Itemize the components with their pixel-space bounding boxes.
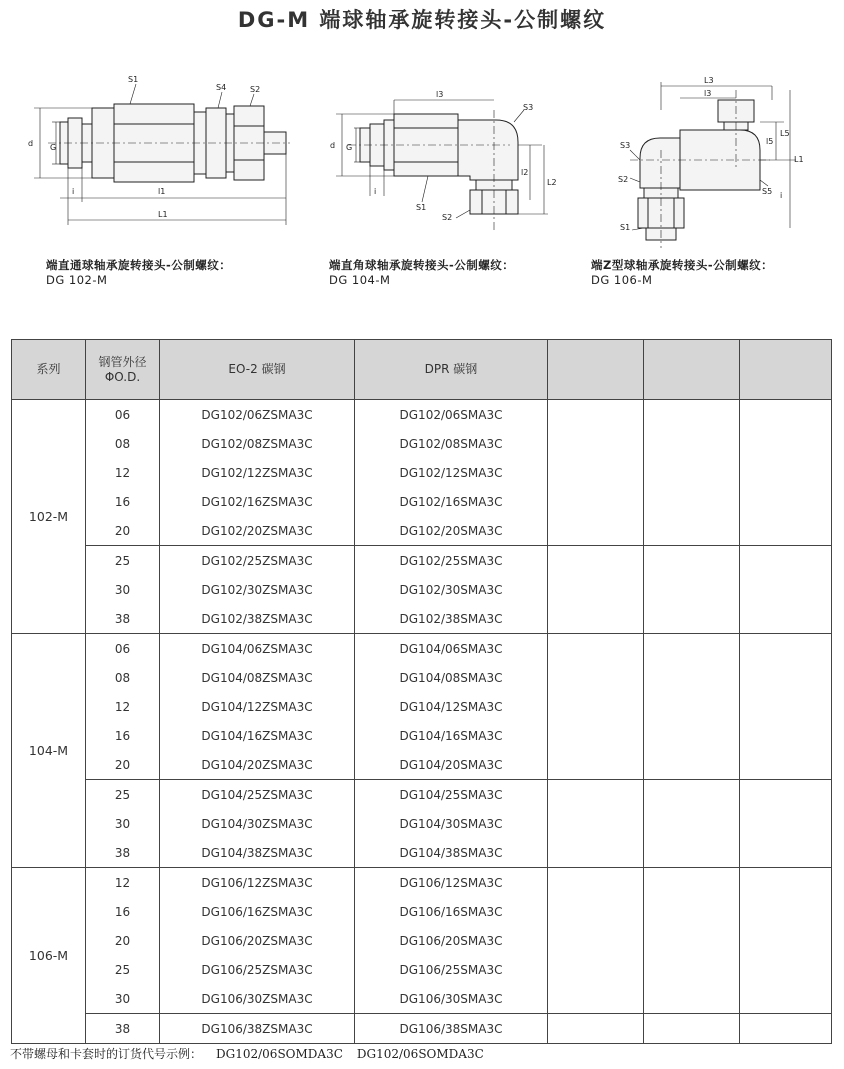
label-L1: L1 bbox=[794, 155, 804, 164]
table-row bbox=[12, 546, 832, 576]
label-l3: l3 bbox=[704, 89, 712, 98]
blank-cell bbox=[644, 868, 740, 898]
od-cell: 25 bbox=[86, 955, 160, 984]
od-cell: 38 bbox=[86, 1014, 160, 1044]
label-s2: S2 bbox=[250, 85, 261, 94]
od-cell: 16 bbox=[86, 487, 160, 516]
blank-cell bbox=[644, 1014, 740, 1044]
eo2-code-cell: DG106/16ZSMA3C bbox=[160, 897, 355, 926]
blank-cell bbox=[644, 809, 740, 838]
dpr-code-cell: DG102/38SMA3C bbox=[355, 604, 548, 634]
table-row bbox=[12, 750, 832, 780]
table-row bbox=[12, 487, 832, 516]
blank-cell bbox=[740, 634, 832, 664]
blank-cell bbox=[644, 780, 740, 810]
label-s1: S1 bbox=[128, 75, 139, 84]
dpr-code-cell: DG106/38SMA3C bbox=[355, 1014, 548, 1044]
eo2-code-cell: DG102/08ZSMA3C bbox=[160, 429, 355, 458]
od-cell: 38 bbox=[86, 838, 160, 868]
label-g: G bbox=[346, 143, 353, 152]
od-cell: 30 bbox=[86, 575, 160, 604]
od-cell: 38 bbox=[86, 604, 160, 634]
table-row bbox=[12, 692, 832, 721]
eo2-code-cell: DG102/20ZSMA3C bbox=[160, 516, 355, 546]
eo2-code-cell: DG104/20ZSMA3C bbox=[160, 750, 355, 780]
blank-cell bbox=[644, 750, 740, 780]
blank-cell bbox=[644, 400, 740, 430]
series-cell: 102-M bbox=[12, 400, 86, 634]
label-l1: l1 bbox=[158, 187, 166, 196]
header-blank-3 bbox=[740, 340, 832, 400]
blank-cell bbox=[644, 516, 740, 546]
blank-cell bbox=[548, 400, 644, 430]
blank-cell bbox=[644, 575, 740, 604]
blank-cell bbox=[644, 955, 740, 984]
table-row bbox=[12, 400, 832, 430]
caption-dg106 bbox=[591, 258, 773, 288]
blank-cell bbox=[548, 750, 644, 780]
blank-cell bbox=[740, 516, 832, 546]
header-od-line2: ΦO.D. bbox=[104, 369, 141, 384]
dpr-code-cell: DG102/16SMA3C bbox=[355, 487, 548, 516]
blank-cell bbox=[644, 429, 740, 458]
blank-cell bbox=[740, 984, 832, 1014]
blank-cell bbox=[548, 721, 644, 750]
blank-cell bbox=[740, 663, 832, 692]
label-s2: S2 bbox=[442, 213, 453, 222]
label-l5: l5 bbox=[766, 137, 774, 146]
label-L5: L5 bbox=[780, 129, 790, 138]
drawing-dg102 bbox=[18, 70, 298, 235]
order-code-footnote bbox=[10, 1045, 484, 1062]
blank-cell bbox=[740, 429, 832, 458]
blank-cell bbox=[740, 604, 832, 634]
dpr-code-cell: DG102/20SMA3C bbox=[355, 516, 548, 546]
od-cell: 16 bbox=[86, 897, 160, 926]
dpr-code-cell: DG102/12SMA3C bbox=[355, 458, 548, 487]
blank-cell bbox=[548, 663, 644, 692]
label-s2: S2 bbox=[618, 175, 629, 184]
dpr-code-cell: DG104/12SMA3C bbox=[355, 692, 548, 721]
blank-cell bbox=[548, 838, 644, 868]
label-s1: S1 bbox=[620, 223, 631, 232]
blank-cell bbox=[740, 955, 832, 984]
od-cell: 30 bbox=[86, 809, 160, 838]
label-i: i bbox=[72, 187, 75, 196]
label-d: d bbox=[28, 139, 34, 148]
od-cell: 16 bbox=[86, 721, 160, 750]
blank-cell bbox=[644, 926, 740, 955]
eo2-code-cell: DG106/25ZSMA3C bbox=[160, 955, 355, 984]
table-row bbox=[12, 984, 832, 1014]
table-row bbox=[12, 575, 832, 604]
table-header-row bbox=[12, 340, 832, 400]
eo2-code-cell: DG104/30ZSMA3C bbox=[160, 809, 355, 838]
dpr-code-cell: DG102/08SMA3C bbox=[355, 429, 548, 458]
label-i: i bbox=[780, 191, 783, 200]
blank-cell bbox=[548, 634, 644, 664]
dpr-code-cell: DG104/20SMA3C bbox=[355, 750, 548, 780]
blank-cell bbox=[644, 663, 740, 692]
blank-cell bbox=[548, 546, 644, 576]
blank-cell bbox=[740, 1014, 832, 1044]
od-cell: 08 bbox=[86, 429, 160, 458]
eo2-code-cell: DG102/30ZSMA3C bbox=[160, 575, 355, 604]
blank-cell bbox=[740, 750, 832, 780]
footnote-example-1: DG102/06SOMDA3C bbox=[216, 1047, 343, 1061]
label-L3: L3 bbox=[704, 76, 714, 85]
blank-cell bbox=[548, 516, 644, 546]
blank-cell bbox=[644, 634, 740, 664]
dpr-code-cell: DG104/38SMA3C bbox=[355, 838, 548, 868]
blank-cell bbox=[644, 692, 740, 721]
header-eo2: EO-2 碳钢 bbox=[160, 340, 355, 400]
table-row bbox=[12, 1014, 832, 1044]
table-row bbox=[12, 516, 832, 546]
table-row bbox=[12, 838, 832, 868]
blank-cell bbox=[548, 868, 644, 898]
eo2-code-cell: DG102/12ZSMA3C bbox=[160, 458, 355, 487]
dpr-code-cell: DG104/16SMA3C bbox=[355, 721, 548, 750]
od-cell: 20 bbox=[86, 516, 160, 546]
caption-title: 端Z型球轴承旋转接头-公制螺纹： bbox=[591, 258, 774, 272]
eo2-code-cell: DG102/38ZSMA3C bbox=[160, 604, 355, 634]
drawing-dg104 bbox=[318, 70, 568, 235]
table-row bbox=[12, 780, 832, 810]
eo2-code-cell: DG104/08ZSMA3C bbox=[160, 663, 355, 692]
eo2-code-cell: DG104/12ZSMA3C bbox=[160, 692, 355, 721]
od-cell: 20 bbox=[86, 750, 160, 780]
blank-cell bbox=[740, 809, 832, 838]
label-s3: S3 bbox=[523, 103, 534, 112]
dpr-code-cell: DG106/20SMA3C bbox=[355, 926, 548, 955]
caption-code: DG 106-M bbox=[591, 273, 653, 287]
caption-dg102 bbox=[46, 258, 231, 288]
blank-cell bbox=[644, 897, 740, 926]
blank-cell bbox=[548, 692, 644, 721]
blank-cell bbox=[644, 458, 740, 487]
eo2-code-cell: DG106/30ZSMA3C bbox=[160, 984, 355, 1014]
drawing-dg106 bbox=[600, 70, 820, 250]
eo2-code-cell: DG106/20ZSMA3C bbox=[160, 926, 355, 955]
table-body bbox=[12, 400, 832, 1044]
dpr-code-cell: DG104/25SMA3C bbox=[355, 780, 548, 810]
dpr-code-cell: DG104/08SMA3C bbox=[355, 663, 548, 692]
spec-table bbox=[11, 339, 832, 1044]
dpr-code-cell: DG102/06SMA3C bbox=[355, 400, 548, 430]
blank-cell bbox=[548, 458, 644, 487]
label-L2: L2 bbox=[547, 178, 557, 187]
caption-dg104 bbox=[329, 258, 514, 288]
table-row bbox=[12, 868, 832, 898]
label-s4: S4 bbox=[216, 83, 227, 92]
table-row bbox=[12, 604, 832, 634]
label-l2: l2 bbox=[521, 168, 529, 177]
label-s1: S1 bbox=[416, 203, 427, 212]
table-row bbox=[12, 897, 832, 926]
dpr-code-cell: DG104/30SMA3C bbox=[355, 809, 548, 838]
blank-cell bbox=[548, 897, 644, 926]
blank-cell bbox=[548, 575, 644, 604]
blank-cell bbox=[644, 838, 740, 868]
table-row bbox=[12, 809, 832, 838]
caption-title: 端直通球轴承旋转接头-公制螺纹： bbox=[46, 258, 232, 272]
header-series: 系列 bbox=[12, 340, 86, 400]
eo2-code-cell: DG102/16ZSMA3C bbox=[160, 487, 355, 516]
series-cell: 104-M bbox=[12, 634, 86, 868]
eo2-code-cell: DG102/06ZSMA3C bbox=[160, 400, 355, 430]
blank-cell bbox=[740, 546, 832, 576]
label-l3: l3 bbox=[436, 90, 444, 99]
blank-cell bbox=[740, 926, 832, 955]
blank-cell bbox=[644, 984, 740, 1014]
dpr-code-cell: DG102/30SMA3C bbox=[355, 575, 548, 604]
od-cell: 25 bbox=[86, 780, 160, 810]
blank-cell bbox=[644, 487, 740, 516]
label-g: G bbox=[50, 143, 57, 152]
label-s5: S5 bbox=[762, 187, 773, 196]
od-cell: 12 bbox=[86, 692, 160, 721]
table-row bbox=[12, 429, 832, 458]
blank-cell bbox=[740, 692, 832, 721]
footnote-example-2: DG102/06SOMDA3C bbox=[356, 1047, 484, 1061]
blank-cell bbox=[644, 721, 740, 750]
label-i: i bbox=[374, 187, 377, 196]
blank-cell bbox=[740, 487, 832, 516]
blank-cell bbox=[548, 487, 644, 516]
series-cell: 106-M bbox=[12, 868, 86, 1044]
header-od-line1: 钢管外径 bbox=[98, 354, 147, 369]
blank-cell bbox=[740, 400, 832, 430]
eo2-code-cell: DG102/25ZSMA3C bbox=[160, 546, 355, 576]
header-dpr: DPR 碳钢 bbox=[355, 340, 548, 400]
table-row bbox=[12, 634, 832, 664]
dpr-code-cell: DG102/25SMA3C bbox=[355, 546, 548, 576]
dpr-code-cell: DG106/12SMA3C bbox=[355, 868, 548, 898]
od-cell: 12 bbox=[86, 868, 160, 898]
table-row bbox=[12, 663, 832, 692]
od-cell: 06 bbox=[86, 634, 160, 664]
dpr-code-cell: DG106/30SMA3C bbox=[355, 984, 548, 1014]
blank-cell bbox=[740, 721, 832, 750]
od-cell: 08 bbox=[86, 663, 160, 692]
blank-cell bbox=[740, 458, 832, 487]
blank-cell bbox=[548, 926, 644, 955]
eo2-code-cell: DG106/12ZSMA3C bbox=[160, 868, 355, 898]
footnote-label: 不带螺母和卡套时的订货代号示例： bbox=[10, 1047, 203, 1061]
blank-cell bbox=[548, 429, 644, 458]
blank-cell bbox=[644, 546, 740, 576]
blank-cell bbox=[548, 604, 644, 634]
blank-cell bbox=[740, 575, 832, 604]
table-row bbox=[12, 926, 832, 955]
blank-cell bbox=[548, 984, 644, 1014]
blank-cell bbox=[548, 809, 644, 838]
blank-cell bbox=[740, 780, 832, 810]
eo2-code-cell: DG104/25ZSMA3C bbox=[160, 780, 355, 810]
dpr-code-cell: DG106/16SMA3C bbox=[355, 897, 548, 926]
dpr-code-cell: DG106/25SMA3C bbox=[355, 955, 548, 984]
blank-cell bbox=[740, 897, 832, 926]
page-title: DG-M 端球轴承旋转接头-公制螺纹 bbox=[237, 8, 607, 32]
caption-code: DG 104-M bbox=[329, 273, 391, 287]
blank-cell bbox=[740, 868, 832, 898]
od-cell: 12 bbox=[86, 458, 160, 487]
label-d: d bbox=[330, 141, 336, 150]
blank-cell bbox=[548, 1014, 644, 1044]
eo2-code-cell: DG104/16ZSMA3C bbox=[160, 721, 355, 750]
blank-cell bbox=[740, 838, 832, 868]
table-row bbox=[12, 458, 832, 487]
od-cell: 20 bbox=[86, 926, 160, 955]
header-blank-1 bbox=[548, 340, 644, 400]
table-row bbox=[12, 955, 832, 984]
dpr-code-cell: DG104/06SMA3C bbox=[355, 634, 548, 664]
eo2-code-cell: DG104/38ZSMA3C bbox=[160, 838, 355, 868]
header-blank-2 bbox=[644, 340, 740, 400]
header-od bbox=[86, 340, 160, 400]
blank-cell bbox=[548, 955, 644, 984]
label-s3: S3 bbox=[620, 141, 631, 150]
eo2-code-cell: DG104/06ZSMA3C bbox=[160, 634, 355, 664]
eo2-code-cell: DG106/38ZSMA3C bbox=[160, 1014, 355, 1044]
blank-cell bbox=[644, 604, 740, 634]
od-cell: 25 bbox=[86, 546, 160, 576]
blank-cell bbox=[548, 780, 644, 810]
od-cell: 30 bbox=[86, 984, 160, 1014]
od-cell: 06 bbox=[86, 400, 160, 430]
table-row bbox=[12, 721, 832, 750]
caption-code: DG 102-M bbox=[46, 273, 108, 287]
label-L1: L1 bbox=[158, 210, 168, 219]
caption-title: 端直角球轴承旋转接头-公制螺纹： bbox=[329, 258, 515, 272]
